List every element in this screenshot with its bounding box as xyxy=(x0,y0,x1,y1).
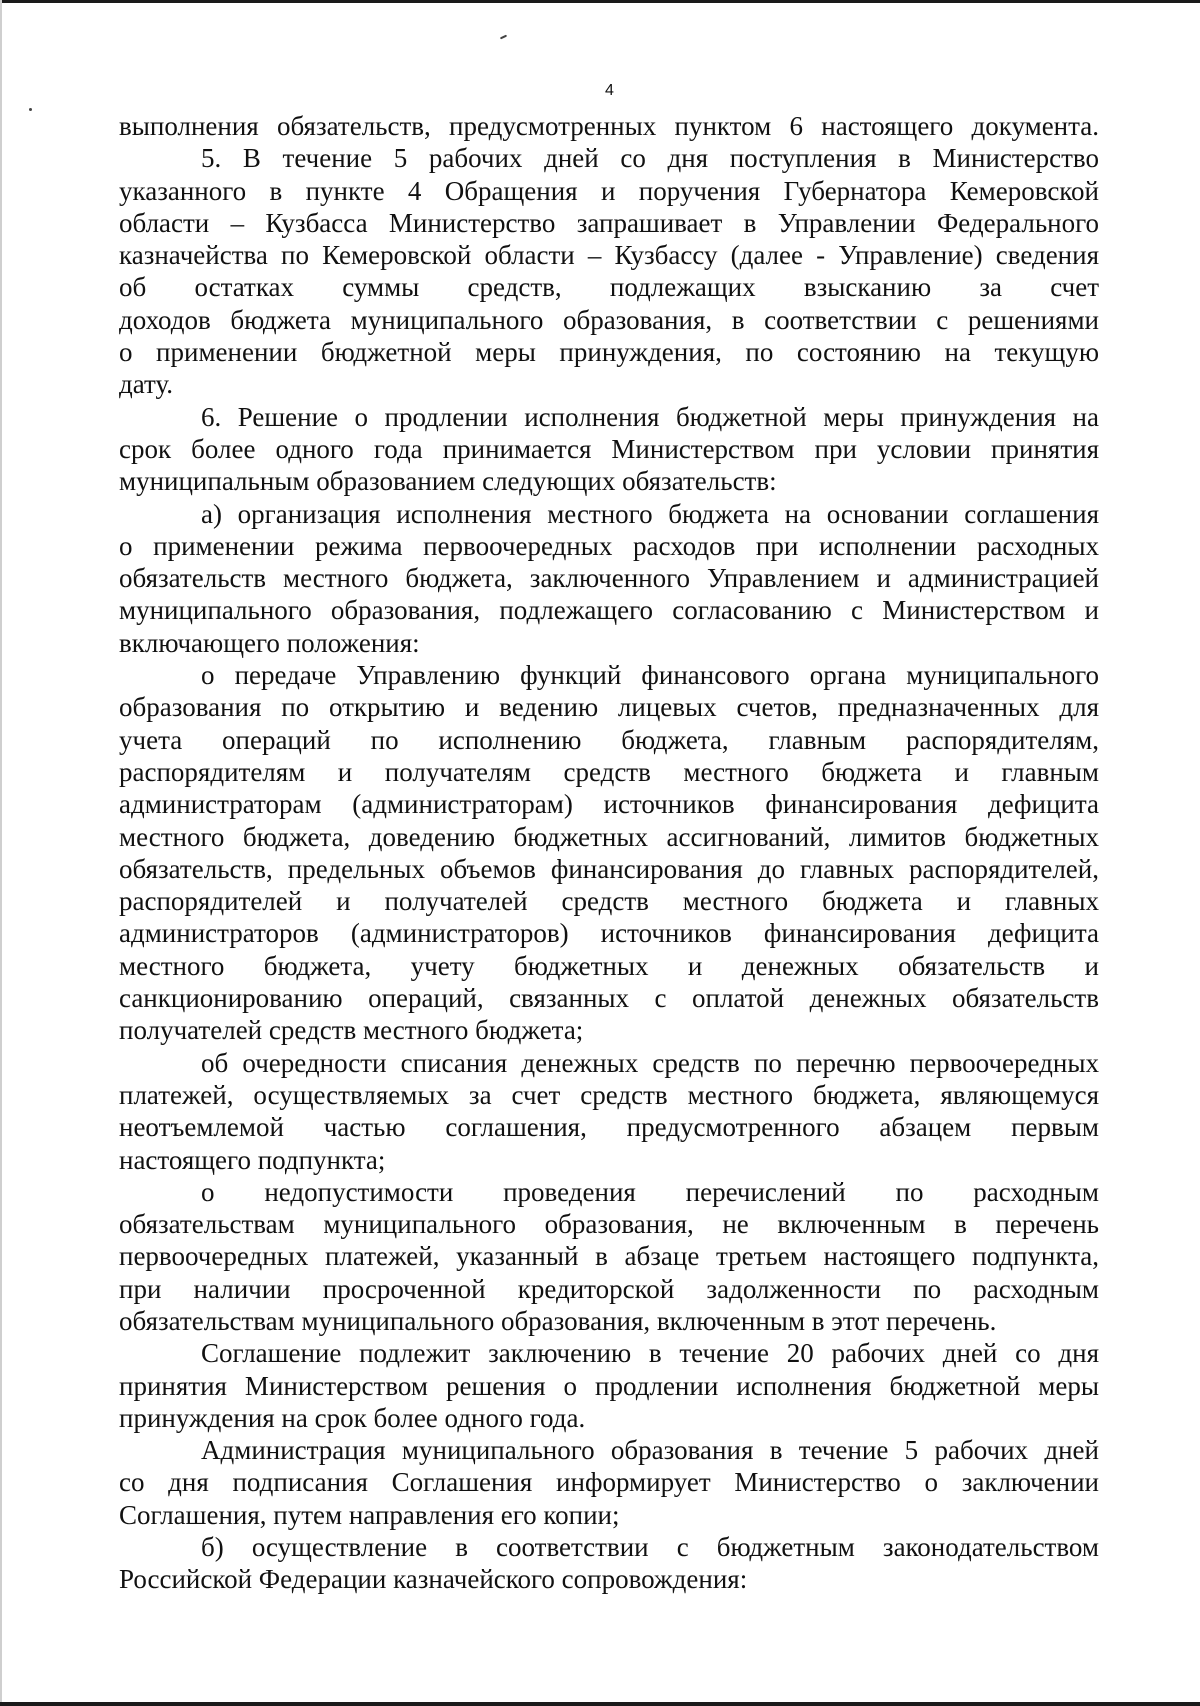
paragraph-continuation xyxy=(119,110,1099,142)
scan-bottom-edge xyxy=(0,1702,1200,1706)
text-line: при наличии просроченной кредиторской задолженности по расходным xyxy=(119,1273,1099,1304)
scan-speck xyxy=(500,35,507,40)
text-line: обязательств местного бюджета, заключенного Управлением и администрацией xyxy=(119,563,1099,594)
text-line: об очередности списания денежных средств по перечню первоочередных xyxy=(201,1047,1099,1078)
text-line: Соглашения, путем направления его копии; xyxy=(119,1499,620,1530)
text-line: б) осуществление в соответствии с бюджетным законодательством xyxy=(201,1532,1099,1563)
text-line: неотъемлемой частью соглашения, предусмотренного абзацем первым xyxy=(119,1112,1099,1143)
scan-speck xyxy=(29,108,32,111)
text-line: а) организация исполнения местного бюджета на основании соглашения xyxy=(201,498,1099,529)
subparagraph-a xyxy=(119,498,1099,659)
text-line: Администрация муниципального образования в течение 5 рабочих дней xyxy=(201,1435,1099,1466)
text-line: обязательствам муниципального образования, не включенным в перечень xyxy=(119,1209,1099,1240)
text-line: срок более одного года принимается Министерством при условии принятия xyxy=(119,433,1099,464)
text-line: обязательств, предельных объемов финансирования до главных распорядителей, xyxy=(119,853,1099,884)
paragraph-item-6 xyxy=(119,401,1099,498)
text-line: о применении бюджетной меры принуждения, по состоянию на текущую xyxy=(119,337,1099,368)
text-line: администраторов (администраторов) источников финансирования дефицита xyxy=(119,918,1099,949)
text-line: Соглашение подлежит заключению в течение 20 рабочих дней со дня xyxy=(201,1338,1099,1369)
text-line: местного бюджета, доведению бюджетных ассигнований, лимитов бюджетных xyxy=(119,821,1099,852)
text-line: обязательствам муниципального образования, включенным в этот перечень. xyxy=(119,1305,997,1336)
scan-top-edge xyxy=(0,0,1200,3)
provision-treasury-functions xyxy=(119,659,1099,1047)
text-line: местного бюджета, учету бюджетных и денежных обязательств и xyxy=(119,950,1099,981)
text-line: о недопустимости проведения перечислений по расходным xyxy=(201,1176,1099,1207)
text-line: муниципального образования, подлежащего согласованию с Министерством и xyxy=(119,595,1099,626)
text-line: казначейства по Кемеровской области – Кузбассу (далее - Управление) сведения xyxy=(119,240,1099,271)
text-line: администраторам (администраторам) источников финансирования дефицита xyxy=(119,789,1099,820)
text-line: области – Кузбасса Министерство запрашивает в Управлении Федерального xyxy=(119,207,1099,238)
text-line: Российской Федерации казначейского сопровождения: xyxy=(119,1564,748,1595)
scan-left-edge xyxy=(0,0,2,1706)
text-line: о передаче Управлению функций финансового органа муниципального xyxy=(201,660,1099,691)
text-line: получателей средств местного бюджета; xyxy=(119,1015,584,1046)
paragraph-item-5 xyxy=(119,142,1099,400)
text-line: принятия Министерством решения о продлении исполнения бюджетной меры xyxy=(119,1370,1099,1401)
text-line: платежей, осуществляемых за счет средств местного бюджета, являющемуся xyxy=(119,1079,1099,1110)
text-line: санкционированию операций, связанных с оплатой денежных обязательств xyxy=(119,983,1099,1014)
document-body xyxy=(119,110,1099,1596)
text-line: дату. xyxy=(119,369,174,400)
text-line: об остатках суммы средств, подлежащих взысканию за счет xyxy=(119,272,1099,303)
paragraph-agreement-term xyxy=(119,1337,1099,1434)
text-line: указанного в пункте 4 Обращения и поручения Губернатора Кемеровской xyxy=(119,175,1099,206)
text-line: учета операций по исполнению бюджета, главным распорядителям, xyxy=(119,724,1099,755)
text-line: распорядителям и получателям средств местного бюджета и главным xyxy=(119,756,1099,787)
text-line: 6. Решение о продлении исполнения бюджетной меры принуждения на xyxy=(201,401,1099,432)
text-line: первоочередных платежей, указанный в абзаце третьем настоящего подпункта, xyxy=(119,1241,1099,1272)
text-line: принуждения на срок более одного года. xyxy=(119,1402,586,1433)
text-line: настоящего подпункта; xyxy=(119,1144,386,1175)
text-line: образования по открытию и ведению лицевых счетов, предназначенных для xyxy=(119,692,1099,723)
text-line: включающего положения: xyxy=(119,627,420,658)
text-line: выполнения обязательств, предусмотренных пунктом 6 настоящего документа. xyxy=(119,111,1099,141)
text-line: распорядителей и получателей средств местного бюджета и главных xyxy=(119,886,1099,917)
page-number: 4 xyxy=(605,82,614,99)
subparagraph-b xyxy=(119,1531,1099,1596)
text-line: муниципальным образованием следующих обязательств: xyxy=(119,466,777,497)
text-line: о применении режима первоочередных расходов при исполнении расходных xyxy=(119,530,1099,561)
provision-payment-order xyxy=(119,1047,1099,1176)
text-line: со дня подписания Соглашения информирует Министерство о заключении xyxy=(119,1467,1099,1498)
provision-inadmissibility xyxy=(119,1176,1099,1337)
text-line: доходов бюджета муниципального образования, в соответствии с решениями xyxy=(119,304,1099,335)
paragraph-administration-notice xyxy=(119,1434,1099,1531)
text-line: 5. В течение 5 рабочих дней со дня поступления в Министерство xyxy=(201,143,1099,174)
